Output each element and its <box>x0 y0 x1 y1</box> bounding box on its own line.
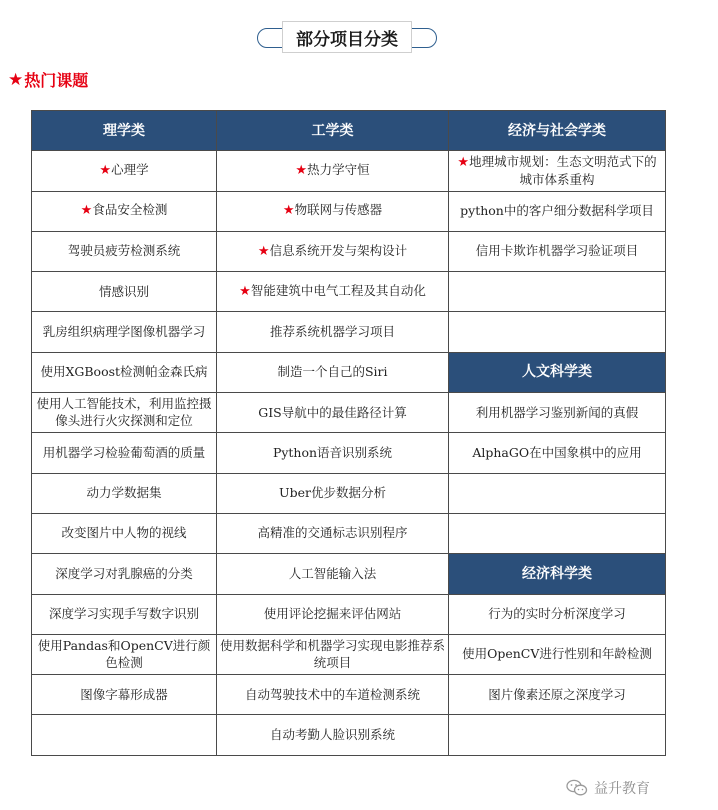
table-row <box>32 554 666 594</box>
table-row <box>32 151 666 191</box>
cell-text: 热力学守恒 <box>307 162 370 177</box>
cell-engineering: Python语音识别系统 <box>217 433 449 473</box>
cell-engineering: 推荐系统机器学习项目 <box>217 312 449 352</box>
table-header-row <box>32 111 666 151</box>
table-row <box>32 634 666 674</box>
cell-science: 乳房组织病理学图像机器学习 <box>32 312 217 352</box>
red-star-icon: ★ <box>99 163 112 178</box>
table-row <box>32 473 666 513</box>
cell-text: 地理城市规划：生态文明范式下的城市体系重构 <box>469 153 657 187</box>
red-star-icon: ★ <box>282 203 295 219</box>
column-header-science: 理学类 <box>32 111 217 151</box>
cell-engineering: 自动考勤人脸识别系统 <box>217 715 449 755</box>
cell-science: 使用XGBoost检测帕金森氏病 <box>32 352 217 392</box>
table-row <box>32 675 666 715</box>
watermark <box>566 778 650 798</box>
cell-science <box>32 715 217 755</box>
cell-science: 改变图片中人物的视线 <box>32 513 217 553</box>
cell-science: 用机器学习检验葡萄酒的质量 <box>32 433 217 473</box>
cell-science: 深度学习实现手写数字识别 <box>32 594 217 634</box>
table-row <box>32 513 666 553</box>
table-row <box>32 433 666 473</box>
wechat-icon <box>566 779 588 797</box>
cell-economics-social: AlphaGO在中国象棋中的应用 <box>449 433 666 473</box>
cell-science: 情感识别 <box>32 272 217 312</box>
cell-science: 深度学习对乳腺癌的分类 <box>32 554 217 594</box>
cell-science: 使用Pandas和OpenCV进行颜色检测 <box>32 634 217 674</box>
cell-engineering <box>217 151 449 191</box>
cell-engineering: Uber优步数据分析 <box>217 473 449 513</box>
cell-economics-social <box>449 312 666 352</box>
cell-science: 图像字幕形成器 <box>32 675 217 715</box>
cell-science: 动力学数据集 <box>32 473 217 513</box>
cell-science: 使用人工智能技术，利用监控摄像头进行火灾探测和定位 <box>32 393 217 433</box>
table-row <box>32 594 666 634</box>
cell-engineering: 自动驾驶技术中的车道检测系统 <box>217 675 449 715</box>
project-table <box>31 110 666 756</box>
cell-engineering: 高精准的交通标志识别程序 <box>217 513 449 553</box>
cell-engineering: 人工智能输入法 <box>217 554 449 594</box>
column-header-economics-social: 经济与社会学类 <box>449 111 666 151</box>
column-header-engineering: 工学类 <box>217 111 449 151</box>
table-row <box>32 352 666 392</box>
cell-economics-social: python中的客户细分数据科学项目 <box>449 191 666 231</box>
cell-economics-social <box>449 272 666 312</box>
red-star-icon: ★ <box>80 203 93 219</box>
page-title: 部分项目分类 <box>282 21 412 53</box>
cell-economics-social: 图片像素还原之深度学习 <box>449 675 666 715</box>
cell-text: 信息系统开发与架构设计 <box>269 242 408 258</box>
cell-economics-social <box>449 715 666 755</box>
hot-topics-text: 热门课题 <box>24 71 89 90</box>
cell-economics-social: 行为的实时分析深度学习 <box>449 594 666 634</box>
cell-engineering: 使用评论挖掘来评估网站 <box>217 594 449 634</box>
table-row <box>32 393 666 433</box>
cell-economics-social <box>449 151 666 191</box>
section-header-cell: 经济科学类 <box>449 554 666 594</box>
table-row <box>32 191 666 231</box>
cell-engineering: GIS导航中的最佳路径计算 <box>217 393 449 433</box>
section-header-cell: 人文科学类 <box>449 352 666 392</box>
cell-economics-social: 使用OpenCV进行性别和年龄检测 <box>449 634 666 674</box>
cell-engineering: 制造一个自己的Siri <box>217 352 449 392</box>
banner <box>257 21 437 53</box>
table-row <box>32 312 666 352</box>
cell-economics-social: 信用卡欺诈机器学习验证项目 <box>449 231 666 271</box>
cell-text: 心理学 <box>111 162 149 177</box>
cell-science: 驾驶员疲劳检测系统 <box>32 231 217 271</box>
table-row <box>32 715 666 755</box>
cell-engineering <box>217 272 449 312</box>
cell-economics-social <box>449 473 666 513</box>
cell-engineering <box>217 231 449 271</box>
cell-economics-social: 利用机器学习鉴别新闻的真假 <box>449 393 666 433</box>
hot-topics-label <box>8 68 88 91</box>
watermark-text: 益升教育 <box>594 781 650 797</box>
cell-engineering <box>217 191 449 231</box>
cell-text: 智能建筑中电气工程及其自动化 <box>250 282 426 298</box>
table-row <box>32 272 666 312</box>
cell-engineering: 使用数据科学和机器学习实现电影推荐系统项目 <box>217 634 449 674</box>
cell-text: 食品安全检测 <box>92 202 168 218</box>
red-star-icon: ★ <box>457 154 470 170</box>
cell-economics-social <box>449 513 666 553</box>
cell-text: 物联网与传感器 <box>294 202 383 218</box>
cell-science <box>32 151 217 191</box>
red-star-icon: ★ <box>295 163 308 178</box>
red-star-icon: ★ <box>8 69 24 90</box>
cell-science <box>32 191 217 231</box>
table-row <box>32 231 666 271</box>
red-star-icon: ★ <box>239 283 251 299</box>
red-star-icon: ★ <box>257 243 270 259</box>
